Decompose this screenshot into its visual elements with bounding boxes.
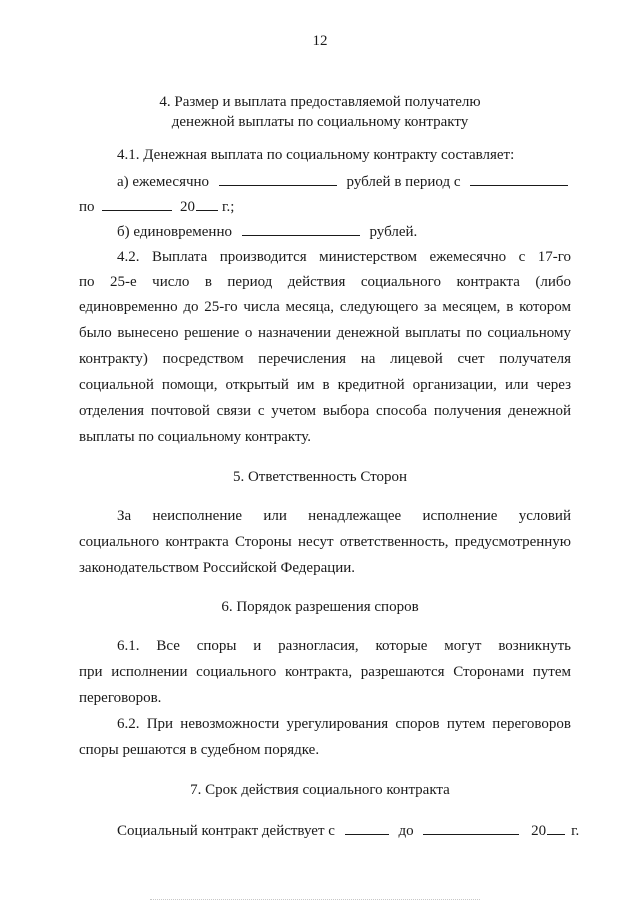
- section5-line: законодательством Российской Федерации.: [79, 560, 356, 576]
- clause-4-2-line: единовременно до 25-го числа месяца, следующего за месяцем, в котором: [79, 299, 571, 315]
- monthly-amount-blank: [219, 171, 337, 186]
- clause-4-2-line: по 25-е число в период действия социального контракта (либо: [79, 274, 571, 290]
- period-to-label: по: [79, 199, 95, 215]
- section5-title: 5. Ответственность Сторон: [232, 469, 408, 485]
- clause-6-1-line: 6.1. Все споры и разногласия, которые могут возникнуть: [117, 638, 571, 654]
- clause-4-2-line: выплаты по социальному контракту.: [79, 429, 312, 445]
- section5-line: социального контракта Стороны несут ответственность, предусмотренную: [79, 534, 571, 550]
- period-from-blank: [470, 171, 568, 186]
- lump-sum-currency: рублей.: [369, 224, 418, 240]
- clause-4-1-a: [117, 171, 568, 191]
- term-year-suffix: г.: [571, 823, 580, 839]
- clause-4-2-line: социальной помощи, открытый им в кредитной организации, или через: [79, 377, 571, 393]
- section5-line: За неисполнение или ненадлежащее исполнение условий: [117, 508, 571, 524]
- year-prefix: 20: [180, 199, 196, 215]
- clause-6-2-line: споры решаются в судебном порядке.: [79, 742, 320, 758]
- term-from-label: Социальный контракт действует с: [117, 823, 335, 839]
- clause-6-1-line: при исполнении социального контракта, разрешаются Сторонами путем: [79, 664, 571, 680]
- clause-6-2-line: 6.2. При невозможности урегулирования споров путем переговоров: [117, 716, 571, 732]
- section7-title: 7. Срок действия социального контракта: [190, 782, 450, 798]
- lump-sum-label: б) единовременно: [117, 224, 232, 240]
- term-from-blank: [345, 820, 389, 835]
- clause-4-2-line: контракту) посредством перечисления на лицевой счет получателя: [79, 351, 571, 367]
- page-number: 12: [312, 33, 328, 49]
- clause-4-1-a-continued: [79, 196, 234, 216]
- section4-title-line1: 4. Размер и выплата предоставляемой получателю: [159, 94, 481, 110]
- period-to-blank: [102, 196, 172, 211]
- term-year-blank: [547, 820, 565, 835]
- monthly-label: а) ежемесячно: [117, 174, 210, 190]
- term-year-prefix: 20: [531, 823, 547, 839]
- clause-4-2-line: отделения почтовой связи с учетом выбора способа получения денежной: [79, 403, 571, 419]
- clause-4-1: 4.1. Денежная выплата по социальному контракту составляет:: [117, 147, 515, 163]
- clause-4-2-line: 4.2. Выплата производится министерством ежемесячно с 17-го: [117, 249, 571, 265]
- term-to-label: до: [398, 823, 414, 839]
- term-to-blank: [423, 820, 519, 835]
- period-from-label: рублей в период с: [346, 174, 461, 190]
- contract-term-line: [117, 820, 579, 840]
- section4-title-line2: денежной выплаты по социальному контракту: [171, 114, 469, 130]
- clause-4-2-line: было вынесено решение о назначении денежной выплаты по социальному: [79, 325, 571, 341]
- year-blank: [196, 196, 218, 211]
- year-suffix: г.;: [222, 199, 235, 215]
- section6-title: 6. Порядок разрешения споров: [221, 599, 419, 615]
- clause-6-1-line: переговоров.: [79, 690, 162, 706]
- lump-sum-amount-blank: [242, 221, 360, 236]
- clause-4-1-b: [117, 221, 417, 241]
